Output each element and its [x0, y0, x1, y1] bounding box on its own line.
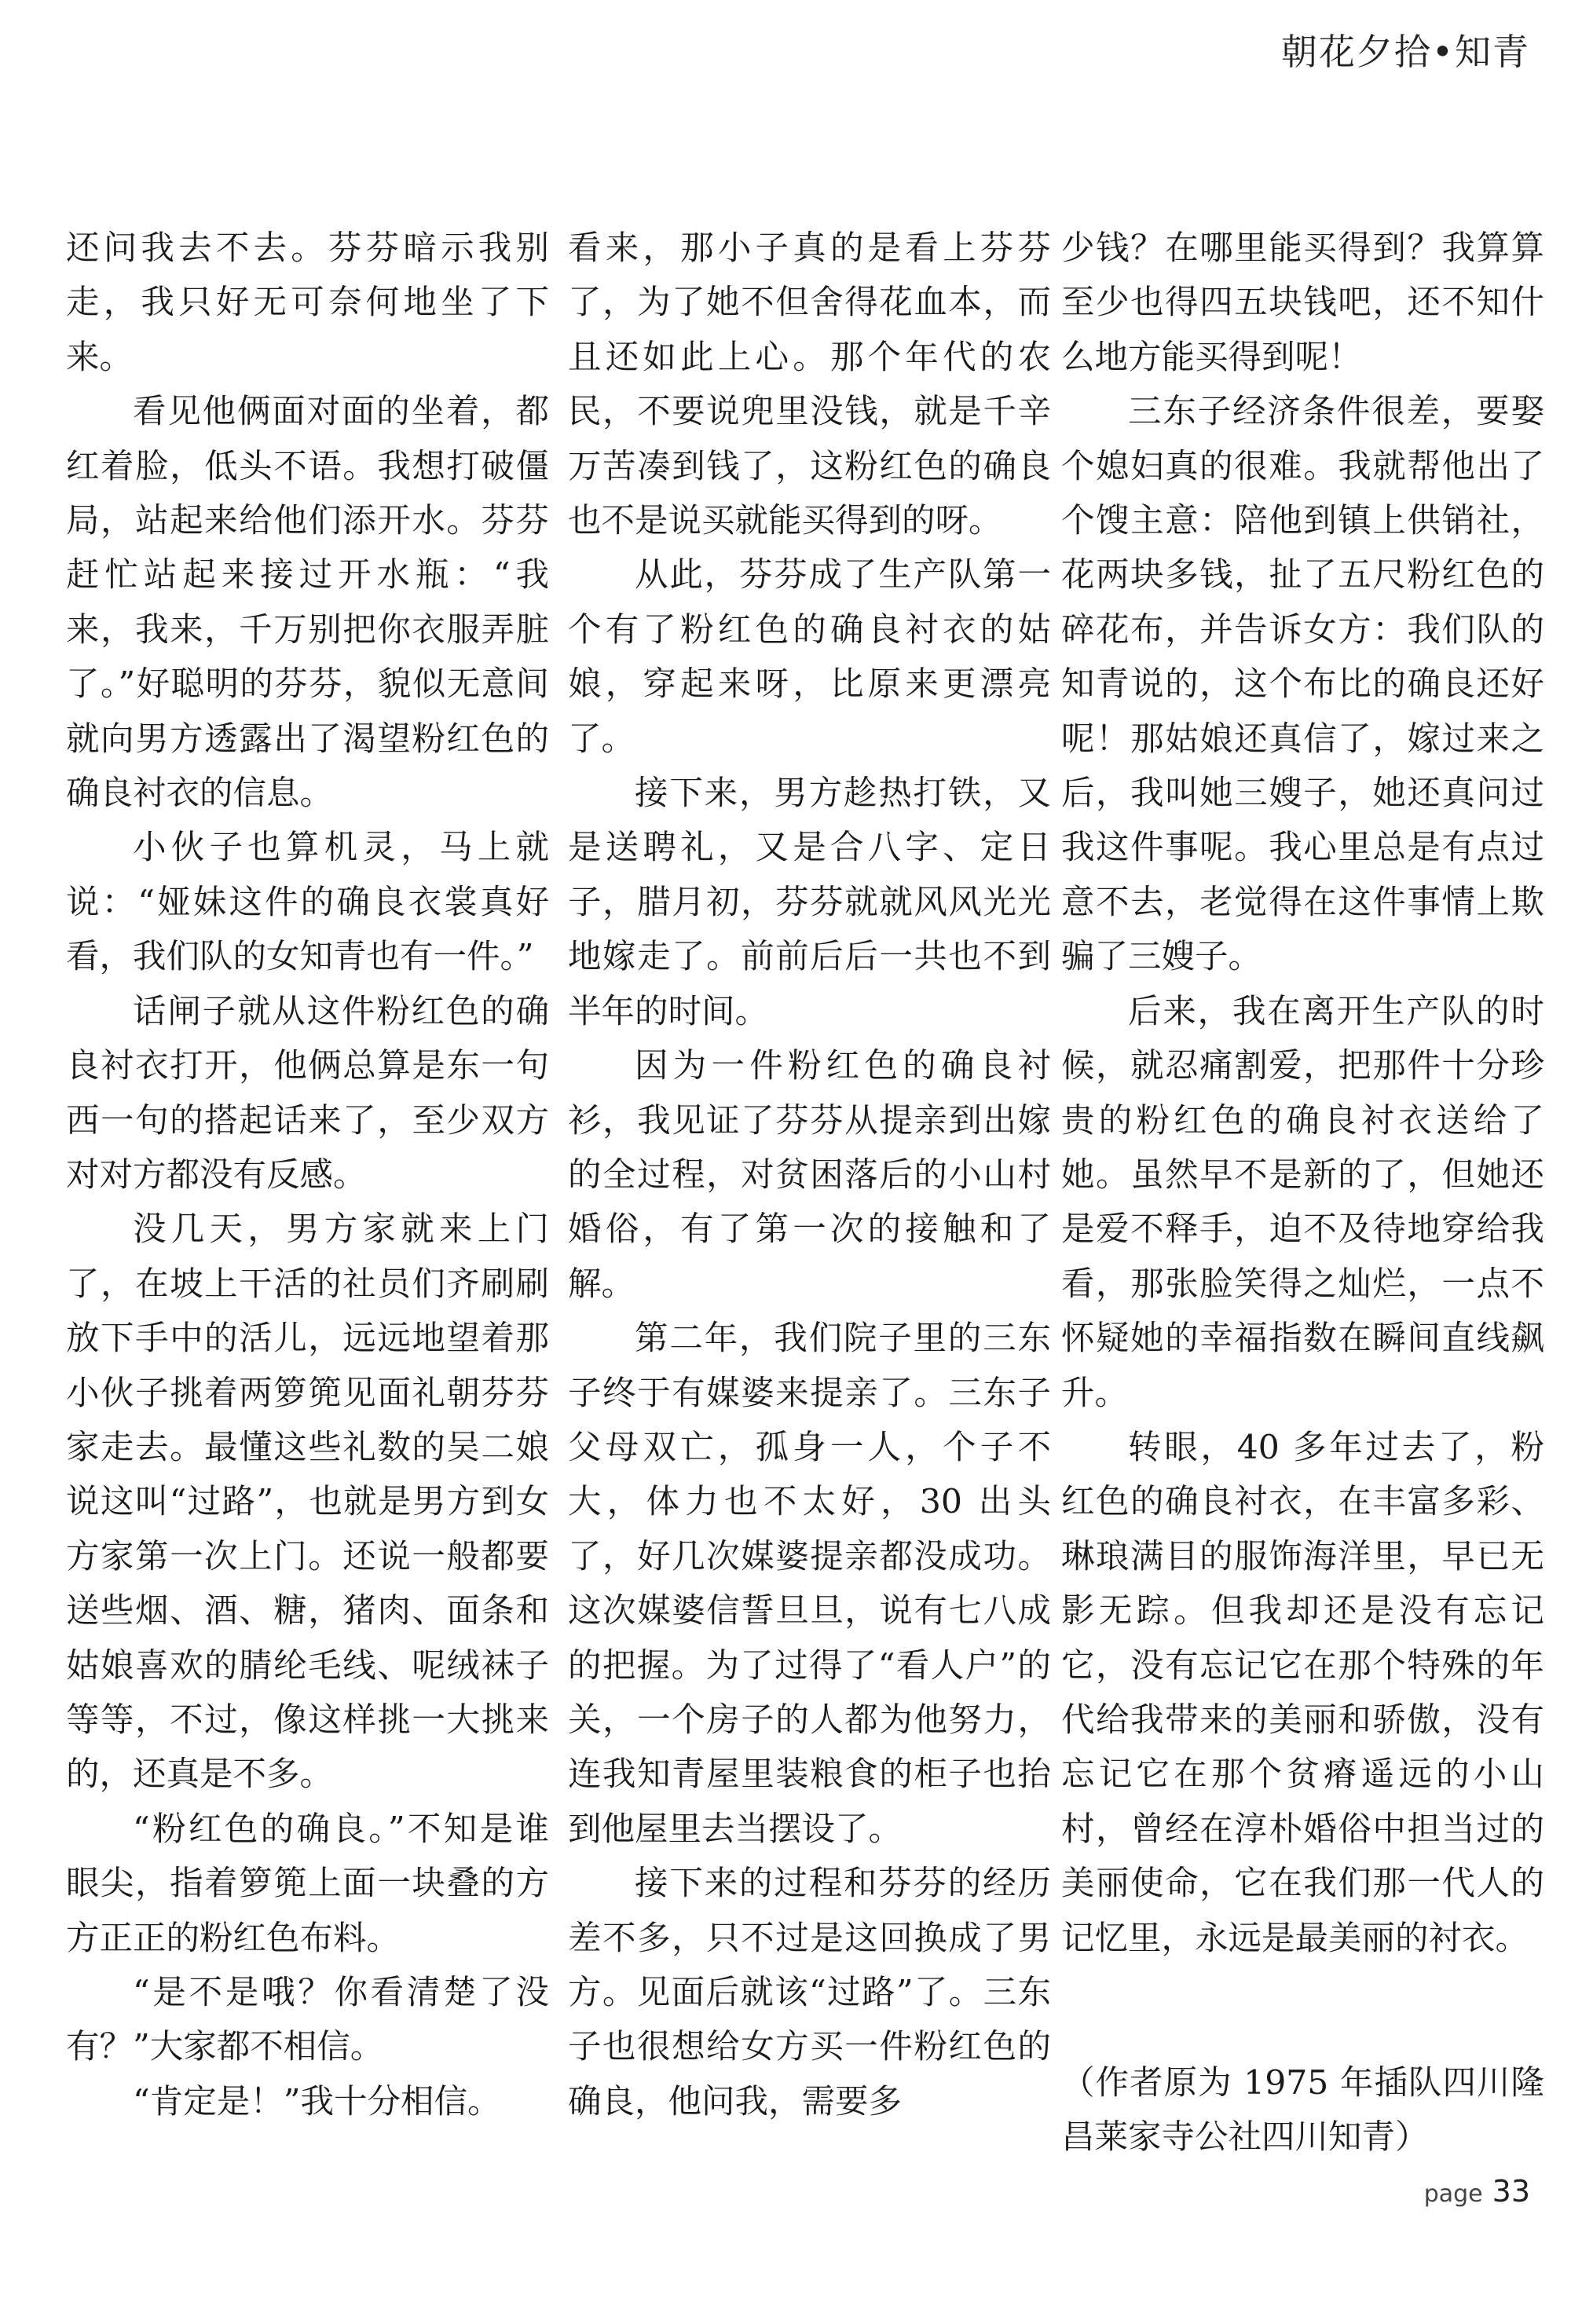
author-note: （作者原为 1975 年插队四川隆昌莱家寺公社四川知青） — [1061, 2064, 1544, 2157]
page-number: 33 — [1492, 2174, 1530, 2209]
paragraph: “粉红色的确良。”不知是谁眼尖，指着箩篼上面一块叠的方方正正的粉红色布料。 — [66, 1810, 549, 1958]
paragraph: 接下来，男方趁热打铁，又是送聘礼，又是合八字、定日子，腊月初，芬芬就就风风光光地嫁走了。前前后后一共也不到半年的时间。 — [568, 774, 1051, 1031]
paragraph: “肯定是！”我十分相信。 — [133, 2082, 501, 2121]
paragraph: 第二年，我们院子里的三东子终于有媒婆来提亲了。三东子父母双亡，孤身一人，个子不大，体力也不太好，30 出头了，好几次媒婆提亲都没成功。这次媒婆信誓旦旦，说有七八成的把握。为了过得了“看人户”的关，一个房子的人都为他努力，连我知青屋里装粮食的柜子也抬到他屋里去当摆设了。 — [568, 1319, 1051, 1849]
paragraph: 看来，那小子真的是看上芬芬了，为了她不但舍得花血本，而且还如此上心。那个年代的农民，不要说兜里没钱，就是千辛万苦凑到钱了，这粉红色的确良也不是说买就能买得到的呀。 — [568, 229, 1051, 541]
paragraph: 接下来的过程和芬芬的经历差不多，只不过是这回换成了男方。见面后就该“过路”了。三东子也很想给女方买一件粉红色的确良，他问我，需要多 — [568, 1865, 1051, 2121]
page-footer — [1424, 2174, 1530, 2209]
paragraph: 少钱？在哪里能买得到？我算算至少也得四五块钱吧，还不知什么地方能买得到呢！ — [1061, 229, 1544, 377]
paragraph: 转眼，40 多年过去了，粉红色的确良衬衣，在丰富多彩、琳琅满目的服饰海洋里，早已无影无踪。但我却还是没有忘记它，没有忘记它在那个特殊的年代给我带来的美丽和骄傲，没有忘记它在那个贫瘠遥远的小山村，曾经在淳朴婚俗中担当过的美丽使命，它在我们那一代人的记忆里，永远是最美丽的衬衣。 — [1061, 1428, 1544, 1958]
text-column-1 — [66, 221, 549, 2129]
paragraph: 没几天，男方家就来上门了，在坡上干活的社员们齐刷刷放下手中的活儿，远远地望着那小伙子挑着两箩篼见面礼朝芬芬家走去。最懂这些礼数的吴二娘说这叫“过路”，也就是男方到女方家第一次上门。还说一般都要送些烟、酒、糖，猪肉、面条和姑娘喜欢的腈纶毛线、呢绒袜子等等，不过，像这样挑一大挑来的，还真是不多。 — [66, 1210, 549, 1795]
text-column-3 — [1061, 221, 1544, 2165]
paragraph: 从此，芬芬成了生产队第一个有了粉红色的确良衬衣的姑娘，穿起来呀，比原来更漂亮了。 — [568, 556, 1051, 759]
paragraph: “是不是哦？你看清楚了没有？”大家都不相信。 — [66, 1974, 549, 2067]
paragraph: 因为一件粉红色的确良衬衫，我见证了芬芬从提亲到出嫁的全过程，对贫困落后的小山村婚俗，有了第一次的接触和了解。 — [568, 1047, 1051, 1304]
text-column-2 — [568, 221, 1051, 2129]
section-header: 朝花夕拾•知青 — [1280, 31, 1530, 73]
paragraph: 三东子经济条件很差，要娶个媳妇真的很难。我就帮他出了个馊主意：陪他到镇上供销社，花两块多钱，扯了五尺粉红色的碎花布，并告诉女方：我们队的知青说的，这个布比的确良还好呢！那姑娘还真信了，嫁过来之后，我叫她三嫂子，她还真问过我这件事呢。我心里总是有点过意不去，老觉得在这件事情上欺骗了三嫂子。 — [1061, 393, 1544, 977]
paragraph: 话闸子就从这件粉红色的确良衬衣打开，他俩总算是东一句西一句的搭起话来了，至少双方对对方都没有反感。 — [66, 992, 549, 1195]
paragraph: 后来，我在离开生产队的时候，就忍痛割爱，把那件十分珍贵的粉红色的确良衬衣送给了她。虽然早不是新的了，但她还是爱不释手，迫不及待地穿给我看，那张脸笑得之灿烂，一点不怀疑她的幸福指数在瞬间直线飙升。 — [1061, 992, 1544, 1413]
paragraph: 小伙子也算机灵，马上就说：“娅妹这件的确良衣裳真好看，我们队的女知青也有一件。” — [66, 829, 549, 977]
paragraph: 还问我去不去。芬芬暗示我别走，我只好无可奈何地坐了下来。 — [66, 229, 549, 377]
page-label: page — [1423, 2180, 1483, 2208]
paragraph: 看见他俩面对面的坐着，都红着脸，低头不语。我想打破僵局，站起来给他们添开水。芬芬赶忙站起来接过开水瓶：“我来，我来，千万别把你衣服弄脏了。”好聪明的芬芬，貌似无意间就向男方透露出了渴望粉红色的确良衬衣的信息。 — [66, 393, 549, 814]
